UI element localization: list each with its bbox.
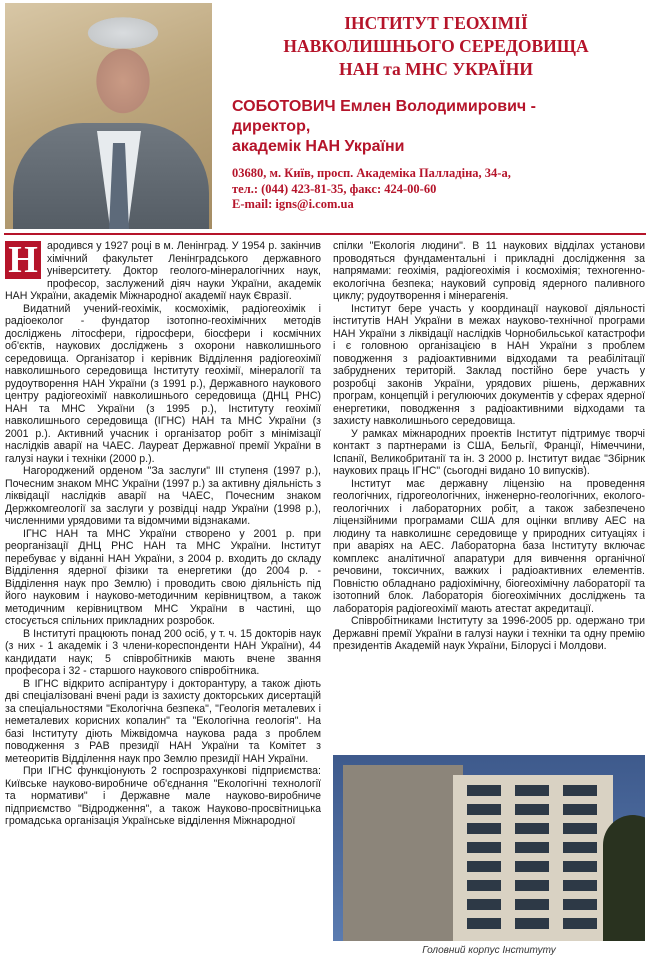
paragraph-text: ародився у 1927 році в м. Ленінград. У 1954 р. закінчив хімічний факультет Ленінградського державного університету. Доктор геолого-мінералогічних наук, професор, заслужений діяч науки України, академік НАН України, академік Міжнародної академії наук Євразії. <box>5 240 321 302</box>
building-window <box>467 918 501 929</box>
building-window <box>515 918 549 929</box>
building-window <box>563 785 597 796</box>
director-title: академік НАН України <box>232 138 405 155</box>
building-window <box>563 804 597 815</box>
building-window <box>467 899 501 910</box>
building-window <box>515 880 549 891</box>
building-window <box>563 880 597 891</box>
building-window <box>515 785 549 796</box>
title-line-3: НАН та МНС УКРАЇНИ <box>339 59 533 79</box>
building-window <box>515 861 549 872</box>
building-window <box>467 785 501 796</box>
institute-building-photo <box>333 755 645 941</box>
building-window <box>467 842 501 853</box>
trees <box>603 815 645 941</box>
director-info <box>232 97 642 157</box>
building-side-wing <box>343 765 463 941</box>
paragraph: Інститут бере участь у координації наукової діяльності інститутів НАН України в межах науково-технічної програми НАН України з ліквідації наслідків Чорнобильської катастрофи і є головною організацією в НАН України з проблем поводження з радіоактивними відходами та реабілітації забруднених територій. Заклад постійно бере участь у розробці законів України, урядових рішень, державних програм, концепцій і регулюючих документів у сферах ядерної енергетики, поводження з радіоактивними відходами та захисту навколишнього середовища. <box>333 302 645 427</box>
director-portrait <box>5 3 212 229</box>
director-position: директор, <box>232 118 311 135</box>
paragraph: Співробітниками Інституту за 1996-2005 рр. одержано три Державні премії України в галузі науки і техніки та одну премію президентів Академій наук України, Білорусі і Молдови. <box>333 615 645 652</box>
paragraph <box>5 240 321 303</box>
paragraph: Нагороджений орденом "За заслуги" ІІІ ступеня (1997 р.), Почесним знаком МНС України (1997 р.) за активну діяльність з ліквідації наслідків аварії на ЧАЕС, Почесним знаком Держкомгеології за заслуги у розвідці надр України (1998 р.), численними урядовими та відомчими відзнаками. <box>5 465 321 527</box>
building-window <box>515 899 549 910</box>
email-address: E-mail: igns@i.com.ua <box>232 197 354 211</box>
title-line-2: НАВКОЛИШНЬОГО СЕРЕДОВИЩА <box>283 36 589 56</box>
building-window <box>467 880 501 891</box>
director-name: СОБОТОВИЧ Емлен Володимирович - <box>232 98 536 115</box>
building-window <box>467 804 501 815</box>
title-line-1: ІНСТИТУТ ГЕОХІМІЇ <box>344 13 528 33</box>
dropcap-letter: Н <box>5 241 41 279</box>
institute-title <box>230 12 642 81</box>
paragraph: У рамках міжнародних проектів Інститут підтримує творчі контакт з партнерами із США, Бельгії, Франції, Німеччини, Іспанії, Великобританії та ін. З 2000 р. Інститут видає "Збірник наукових праць ІГНС" (сьогодні видано 10 випусків). <box>333 427 645 477</box>
postal-address: 03680, м. Київ, просп. Академіка Палладіна, 34-а, <box>232 166 511 180</box>
building-window <box>563 842 597 853</box>
paragraph: Видатний учений-геохімік, космохімік, радіогеохімік і радіоеколог - фундатор ізотопно-геохімічних методів досліджень літосфери, гідросфери, біосфери і космічних об'єктів, наукових досліджень з охорони навколишнього середовища. Організатор і керівник Відділення радіогеохімії навколишнього середовища Інституту геохімії, мінералогії та рудоутворення НАН України (з 1991 р.), Державного наукового центру радіогеохімії навколишнього середовища (ДНЦ РНС) НАН та МНС України (з 1995 р.), Інституту геохімії навколишнього середовища (ІГНС) НАН та МНС України (з 2001 р.). Активний учасник і організатор робіт з мінімізації наслідків аварії на ЧАЕС. Лауреат Державної премії України в галузі науки і техніки (2000 р.). <box>5 302 321 465</box>
article-right-column <box>333 240 645 750</box>
building-window <box>515 823 549 834</box>
building-window <box>563 899 597 910</box>
building-window <box>563 861 597 872</box>
building-window <box>515 842 549 853</box>
photo-caption: Головний корпус Інституту <box>422 945 556 956</box>
building-window <box>563 918 597 929</box>
paragraph: Інститут має державну ліцензію на проведення геологічних, гідрогеологічних, інженерно-геологічних, еколого-геологічних і лабораторних робіт, а також забезпечено ліцензійними програмами США для оцінки впливу АЕС на людину та навколишнє середовище у природних ситуаціях і при аваріях на АЕС. Лабораторна база Інституту включає комплекс аналітичної апаратури для вивчення органічної речовини, токсичних, важких і радіоактивних елементів. Повністю обладнано радіохімічну, біогеохімічну лабораторії та ізотопний блок. Лабораторія біогеохімічних досліджень та лабораторія радіогеохімії мають атестат акредитації. <box>333 477 645 615</box>
building-main-block <box>453 775 613 941</box>
building-window <box>563 823 597 834</box>
paragraph: В Інституті працюють понад 200 осіб, у т. ч. 15 докторів наук (з них - 1 академік і 3 члени-кореспонденти НАН України), 44 кандидати наук; 5 співробітників мають вчене звання професора і 32 - старшого наукового співробітника. <box>5 627 321 677</box>
building-window <box>467 861 501 872</box>
contact-block <box>232 166 642 213</box>
paragraph: При ІГНС функціонують 2 госпрозрахункові підприємства: Київське науково-виробниче об'єднання "Екологічні технології та нормативи" і Державне мале науково-виробниче підприємство "Відродження", а також Науково-просвітницька громадська організація Українське відділення Міжнародної <box>5 765 321 827</box>
header-divider <box>4 233 646 235</box>
paragraph: В ІГНС відкрито аспірантуру і докторантуру, а також діють дві спеціалізовані вчені ради із захисту докторських дисертацій за спеціальностями "Екологічна безпека", "Геологія металевих і неметалевих корисних копалин" та "Екологічна геологія". На базі Інституту діють Міжвідомча наукова рада з проблем поводження з РАВ президії НАН України та Комітет з метеоритів Відділення наук про Землю президії НАН України. <box>5 677 321 765</box>
building-window <box>467 823 501 834</box>
paragraph: ІГНС НАН та МНС України створено у 2001 р. при реорганізації ДНЦ РНС НАН та МНС України. Інститут перебуває у віданні НАН України, з 2004 р. входить до складу Відділення ядерної фізики та енергетики (до 2004 р. - Відділення наук про Землю) і проводить свою діяльність під його науковим і науково-методичним керівництвом, а також методичним керівництвом МНС України в частині, що стосується спільних прикладних розробок. <box>5 527 321 627</box>
paragraph: спілки "Екологія людини". В 11 наукових відділах установи проводяться фундаментальні і прикладні дослідження за напрямами: геохімія, радіогеохімія і космохімія; техногенно-екологічна безпека; науковий супровід ядерного паливного циклу; рудоутворення і мінерагенія. <box>333 240 645 302</box>
phone-fax: тел.: (044) 423-81-35, факс: 424-00-60 <box>232 181 437 196</box>
article-left-column <box>5 240 321 955</box>
building-window <box>515 804 549 815</box>
